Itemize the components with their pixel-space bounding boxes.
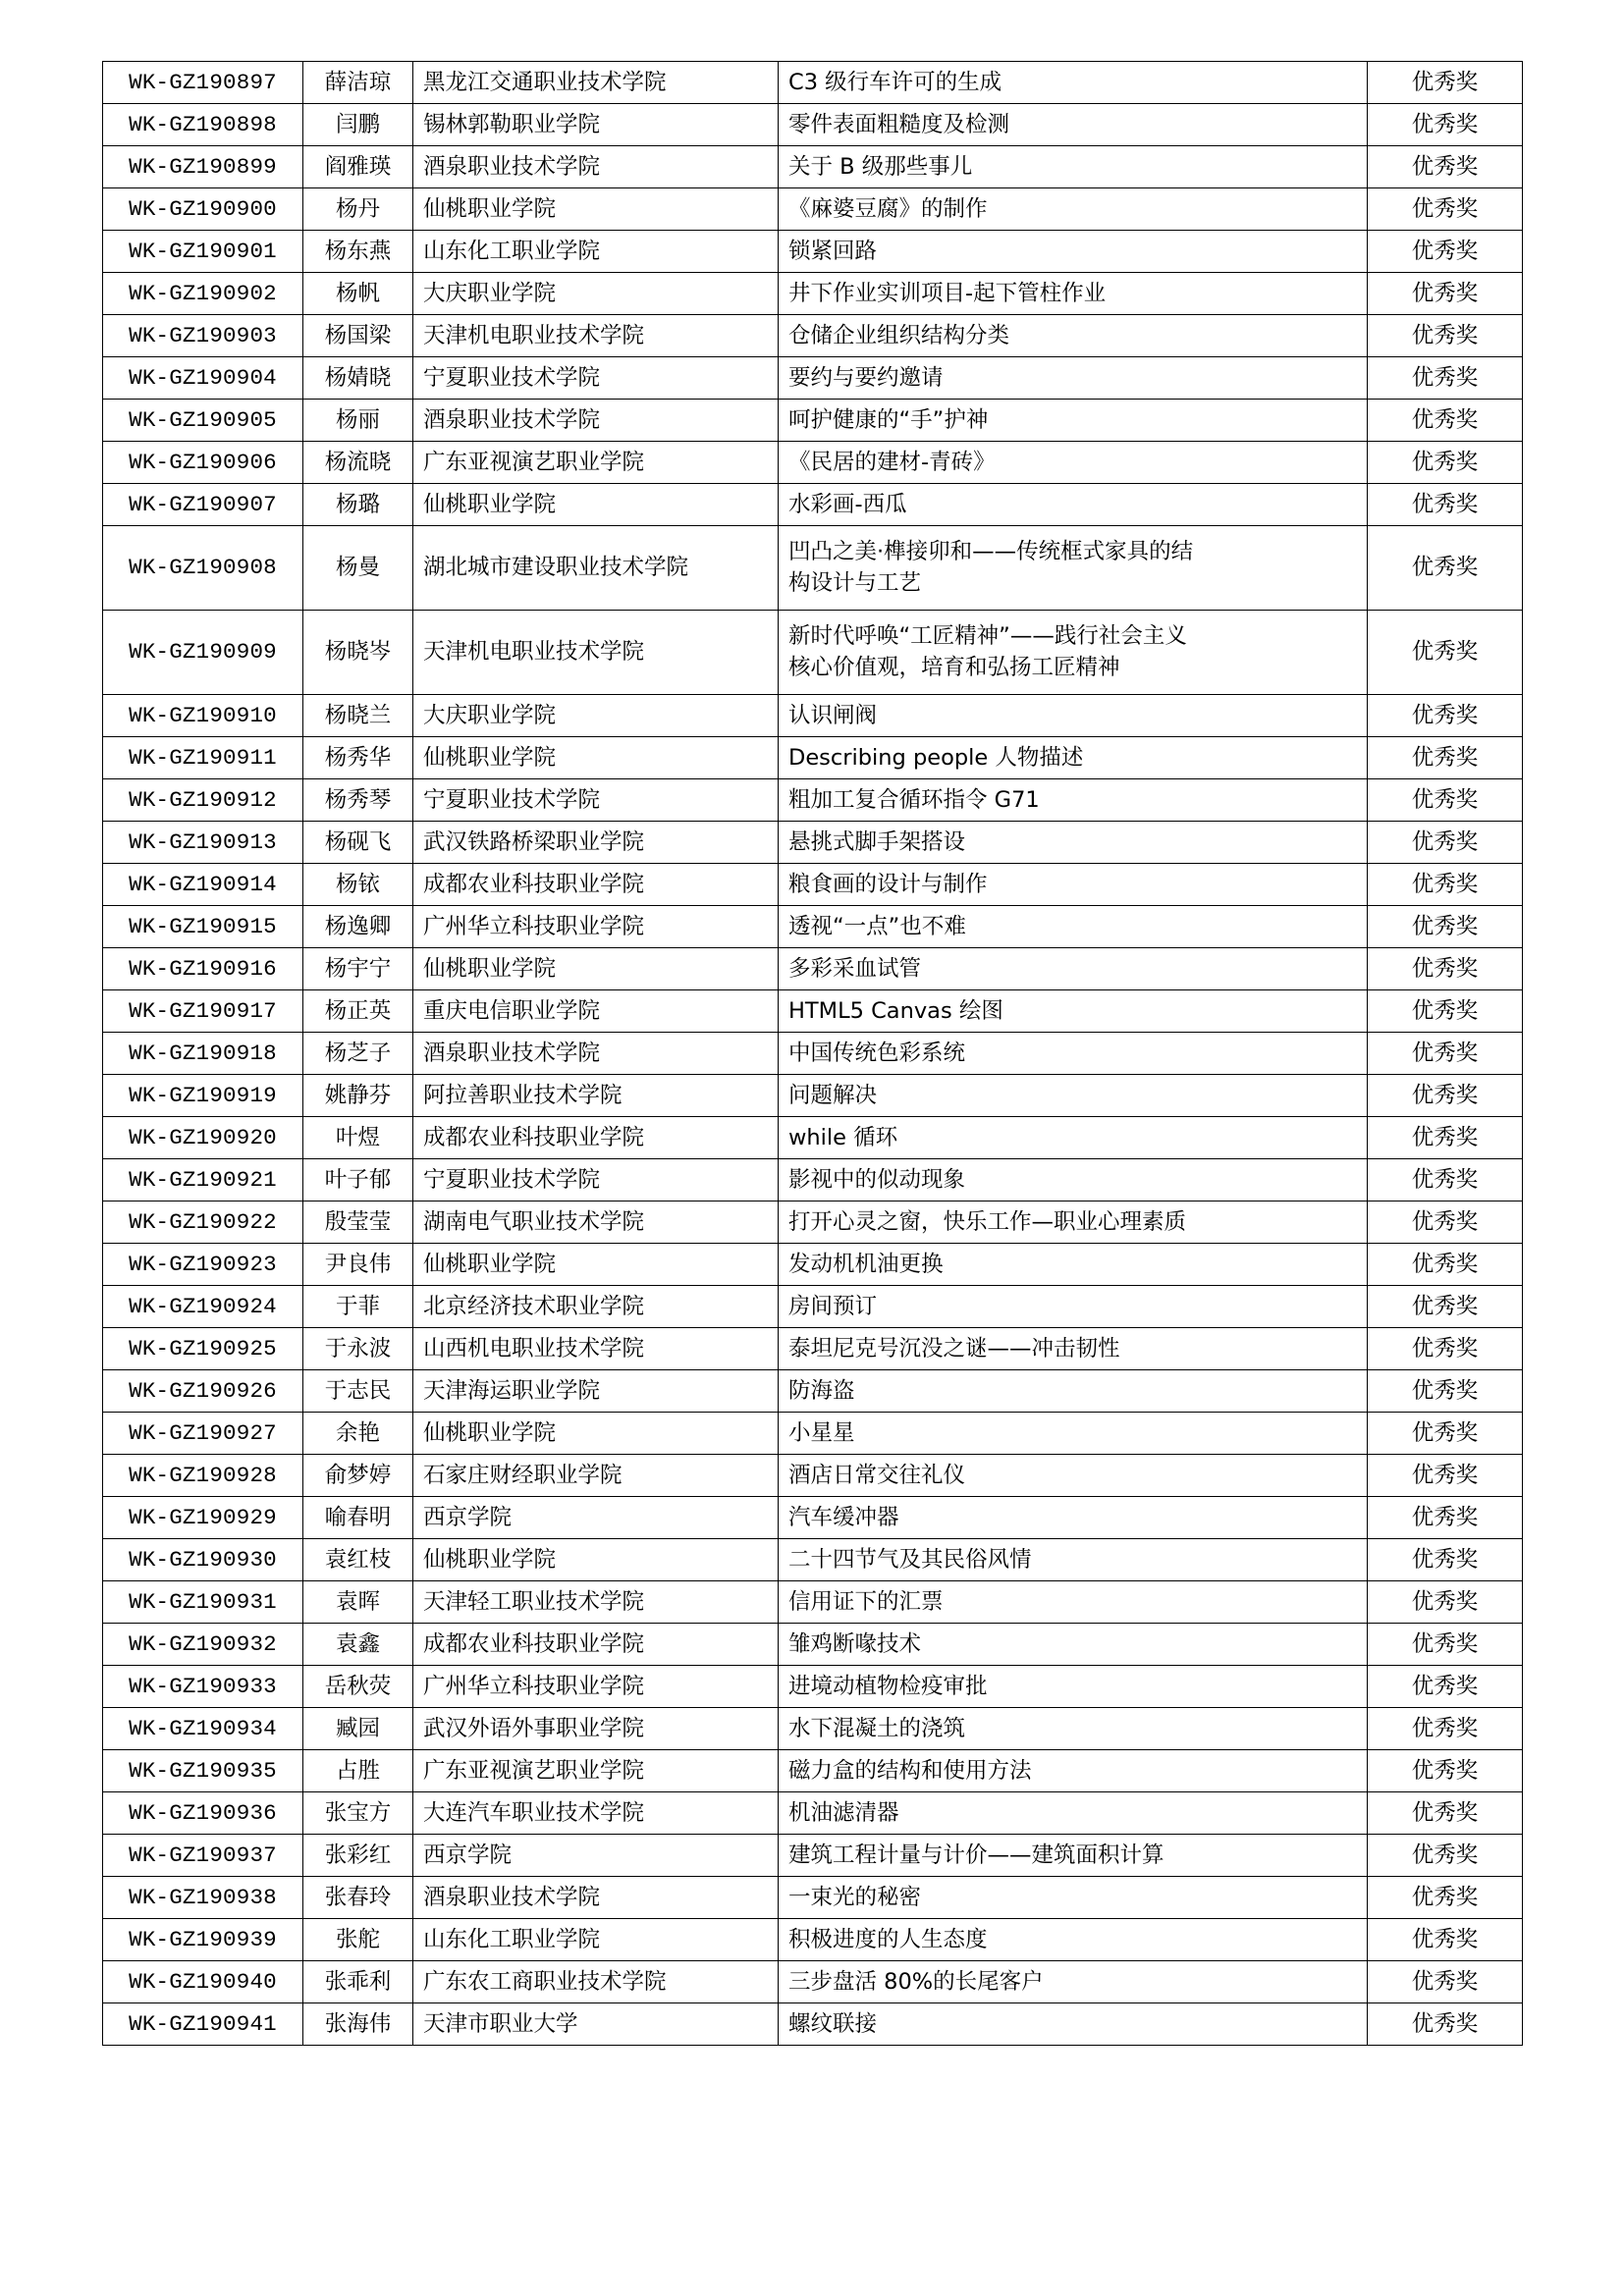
cell-work-id: WK-GZ190923 (103, 1244, 303, 1286)
cell-institution: 重庆电信职业学院 (413, 990, 779, 1033)
cell-award-level: 优秀奖 (1368, 188, 1523, 231)
cell-award-level: 优秀奖 (1368, 62, 1523, 104)
cell-institution: 湖北城市建设职业技术学院 (413, 526, 779, 611)
table-row (103, 273, 1523, 315)
cell-work-title: 中国传统色彩系统 (779, 1033, 1368, 1075)
cell-award-level: 优秀奖 (1368, 990, 1523, 1033)
cell-author-name: 杨逸卿 (303, 906, 413, 948)
cell-work-title: 锁紧回路 (779, 231, 1368, 273)
cell-award-level: 优秀奖 (1368, 231, 1523, 273)
cell-work-title: Describing people 人物描述 (779, 737, 1368, 779)
cell-award-level: 优秀奖 (1368, 1624, 1523, 1666)
cell-award-level: 优秀奖 (1368, 1201, 1523, 1244)
table-row (103, 146, 1523, 188)
cell-institution: 酒泉职业技术学院 (413, 1877, 779, 1919)
cell-institution: 宁夏职业技术学院 (413, 1159, 779, 1201)
cell-institution: 北京经济技术职业学院 (413, 1286, 779, 1328)
cell-work-id: WK-GZ190920 (103, 1117, 303, 1159)
cell-institution: 天津海运职业学院 (413, 1370, 779, 1413)
cell-work-id: WK-GZ190921 (103, 1159, 303, 1201)
cell-institution: 武汉铁路桥梁职业学院 (413, 822, 779, 864)
cell-work-id: WK-GZ190932 (103, 1624, 303, 1666)
work-title-line: 核心价值观，培育和弘扬工匠精神 (788, 654, 1120, 680)
cell-work-title: 粮食画的设计与制作 (779, 864, 1368, 906)
cell-award-level: 优秀奖 (1368, 948, 1523, 990)
table-row (103, 611, 1523, 695)
cell-work-id: WK-GZ190935 (103, 1750, 303, 1792)
cell-work-title: 螺纹联接 (779, 2003, 1368, 2046)
table-row (103, 1033, 1523, 1075)
cell-work-title: 进境动植物检疫审批 (779, 1666, 1368, 1708)
cell-institution: 西京学院 (413, 1497, 779, 1539)
cell-institution: 酒泉职业技术学院 (413, 1033, 779, 1075)
cell-award-level: 优秀奖 (1368, 1075, 1523, 1117)
cell-work-title: 透视“一点”也不难 (779, 906, 1368, 948)
cell-work-title: 粗加工复合循环指令 G71 (779, 779, 1368, 822)
cell-institution: 仙桃职业学院 (413, 1413, 779, 1455)
cell-author-name: 杨晓兰 (303, 695, 413, 737)
cell-work-id: WK-GZ190919 (103, 1075, 303, 1117)
work-title-line: 凹凸之美·榫接卯和——传统框式家具的结 (788, 538, 1194, 564)
cell-institution: 成都农业科技职业学院 (413, 1117, 779, 1159)
cell-institution: 广东亚视演艺职业学院 (413, 442, 779, 484)
cell-work-id: WK-GZ190929 (103, 1497, 303, 1539)
cell-institution: 黑龙江交通职业技术学院 (413, 62, 779, 104)
cell-work-title: 问题解决 (779, 1075, 1368, 1117)
table-row (103, 1666, 1523, 1708)
cell-work-title: 要约与要约邀请 (779, 357, 1368, 400)
table-row (103, 400, 1523, 442)
cell-award-level: 优秀奖 (1368, 906, 1523, 948)
cell-award-level: 优秀奖 (1368, 1919, 1523, 1961)
cell-award-level: 优秀奖 (1368, 1792, 1523, 1835)
cell-institution: 广州华立科技职业学院 (413, 1666, 779, 1708)
table-row (103, 906, 1523, 948)
cell-author-name: 喻春明 (303, 1497, 413, 1539)
cell-author-name: 杨帆 (303, 273, 413, 315)
cell-institution: 山东化工职业学院 (413, 231, 779, 273)
cell-author-name: 占胜 (303, 1750, 413, 1792)
table-row (103, 1750, 1523, 1792)
cell-author-name: 杨丽 (303, 400, 413, 442)
cell-author-name: 阎雅瑛 (303, 146, 413, 188)
cell-award-level: 优秀奖 (1368, 822, 1523, 864)
cell-institution: 湖南电气职业技术学院 (413, 1201, 779, 1244)
table-row (103, 1624, 1523, 1666)
table-row (103, 104, 1523, 146)
cell-author-name: 余艳 (303, 1413, 413, 1455)
cell-work-id: WK-GZ190912 (103, 779, 303, 822)
cell-work-title: 雏鸡断喙技术 (779, 1624, 1368, 1666)
table-row (103, 484, 1523, 526)
table-row (103, 779, 1523, 822)
cell-institution: 阿拉善职业技术学院 (413, 1075, 779, 1117)
cell-award-level: 优秀奖 (1368, 1328, 1523, 1370)
cell-institution: 仙桃职业学院 (413, 1244, 779, 1286)
cell-award-level: 优秀奖 (1368, 1750, 1523, 1792)
cell-work-title: 信用证下的汇票 (779, 1581, 1368, 1624)
cell-institution: 山东化工职业学院 (413, 1919, 779, 1961)
cell-award-level: 优秀奖 (1368, 146, 1523, 188)
cell-work-id: WK-GZ190916 (103, 948, 303, 990)
cell-author-name: 杨曼 (303, 526, 413, 611)
cell-institution: 成都农业科技职业学院 (413, 1624, 779, 1666)
cell-award-level: 优秀奖 (1368, 104, 1523, 146)
cell-institution: 酒泉职业技术学院 (413, 146, 779, 188)
cell-work-title: 井下作业实训项目-起下管柱作业 (779, 273, 1368, 315)
cell-work-id: WK-GZ190910 (103, 695, 303, 737)
table-row (103, 1497, 1523, 1539)
table-row (103, 231, 1523, 273)
cell-work-id: WK-GZ190901 (103, 231, 303, 273)
cell-work-id: WK-GZ190934 (103, 1708, 303, 1750)
cell-work-title: 悬挑式脚手架搭设 (779, 822, 1368, 864)
cell-award-level: 优秀奖 (1368, 1286, 1523, 1328)
work-title-line: 构设计与工艺 (788, 569, 922, 596)
cell-award-level: 优秀奖 (1368, 1581, 1523, 1624)
table-row (103, 1159, 1523, 1201)
table-row (103, 526, 1523, 611)
table-row (103, 864, 1523, 906)
cell-work-id: WK-GZ190925 (103, 1328, 303, 1370)
cell-work-title: 水彩画-西瓜 (779, 484, 1368, 526)
cell-award-level: 优秀奖 (1368, 1159, 1523, 1201)
cell-work-title: 建筑工程计量与计价——建筑面积计算 (779, 1835, 1368, 1877)
cell-institution: 锡林郭勒职业学院 (413, 104, 779, 146)
cell-work-title: 打开心灵之窗，快乐工作—职业心理素质 (779, 1201, 1368, 1244)
cell-work-id: WK-GZ190915 (103, 906, 303, 948)
cell-work-title: 多彩采血试管 (779, 948, 1368, 990)
cell-work-title: 小星星 (779, 1413, 1368, 1455)
cell-award-level: 优秀奖 (1368, 1708, 1523, 1750)
cell-work-title: HTML5 Canvas 绘图 (779, 990, 1368, 1033)
cell-institution: 广东亚视演艺职业学院 (413, 1750, 779, 1792)
cell-work-id: WK-GZ190909 (103, 611, 303, 695)
cell-work-title: 关于 B 级那些事儿 (779, 146, 1368, 188)
cell-author-name: 杨宇宁 (303, 948, 413, 990)
cell-author-name: 岳秋荧 (303, 1666, 413, 1708)
cell-work-title: 水下混凝土的浇筑 (779, 1708, 1368, 1750)
table-row (103, 188, 1523, 231)
table-row (103, 315, 1523, 357)
cell-work-id: WK-GZ190899 (103, 146, 303, 188)
table-row (103, 1708, 1523, 1750)
cell-work-id: WK-GZ190922 (103, 1201, 303, 1244)
cell-author-name: 于菲 (303, 1286, 413, 1328)
cell-award-level: 优秀奖 (1368, 442, 1523, 484)
cell-author-name: 杨砚飞 (303, 822, 413, 864)
cell-work-title (779, 611, 1368, 695)
cell-institution: 西京学院 (413, 1835, 779, 1877)
cell-author-name: 张宝方 (303, 1792, 413, 1835)
cell-institution: 酒泉职业技术学院 (413, 400, 779, 442)
cell-author-name: 杨东燕 (303, 231, 413, 273)
cell-award-level: 优秀奖 (1368, 1117, 1523, 1159)
cell-author-name: 于永波 (303, 1328, 413, 1370)
cell-author-name: 叶煜 (303, 1117, 413, 1159)
cell-author-name: 杨铱 (303, 864, 413, 906)
cell-author-name: 叶子郁 (303, 1159, 413, 1201)
award-table-body (103, 62, 1523, 2046)
cell-institution: 武汉外语外事职业学院 (413, 1708, 779, 1750)
cell-work-title: 汽车缓冲器 (779, 1497, 1368, 1539)
table-row (103, 1075, 1523, 1117)
cell-work-title: 二十四节气及其民俗风情 (779, 1539, 1368, 1581)
cell-author-name: 杨流晓 (303, 442, 413, 484)
cell-award-level: 优秀奖 (1368, 1497, 1523, 1539)
table-row (103, 737, 1523, 779)
cell-author-name: 杨秀华 (303, 737, 413, 779)
cell-work-title: 《麻婆豆腐》的制作 (779, 188, 1368, 231)
cell-institution: 宁夏职业技术学院 (413, 357, 779, 400)
cell-award-level: 优秀奖 (1368, 1961, 1523, 2003)
cell-institution: 仙桃职业学院 (413, 948, 779, 990)
cell-award-level: 优秀奖 (1368, 400, 1523, 442)
cell-author-name: 杨国梁 (303, 315, 413, 357)
table-row (103, 2003, 1523, 2046)
cell-work-title: 发动机机油更换 (779, 1244, 1368, 1286)
cell-author-name: 杨丹 (303, 188, 413, 231)
cell-work-id: WK-GZ190906 (103, 442, 303, 484)
cell-award-level: 优秀奖 (1368, 611, 1523, 695)
cell-award-level: 优秀奖 (1368, 1835, 1523, 1877)
cell-institution: 天津市职业大学 (413, 2003, 779, 2046)
cell-work-title: 一束光的秘密 (779, 1877, 1368, 1919)
cell-award-level: 优秀奖 (1368, 1244, 1523, 1286)
cell-work-title: 磁力盒的结构和使用方法 (779, 1750, 1368, 1792)
cell-institution: 宁夏职业技术学院 (413, 779, 779, 822)
cell-award-level: 优秀奖 (1368, 1539, 1523, 1581)
cell-institution: 广东农工商职业技术学院 (413, 1961, 779, 2003)
cell-work-id: WK-GZ190897 (103, 62, 303, 104)
cell-work-id: WK-GZ190938 (103, 1877, 303, 1919)
cell-work-id: WK-GZ190924 (103, 1286, 303, 1328)
cell-institution: 大庆职业学院 (413, 273, 779, 315)
cell-work-title: 防海盗 (779, 1370, 1368, 1413)
cell-author-name: 姚静芬 (303, 1075, 413, 1117)
cell-author-name: 杨秀琴 (303, 779, 413, 822)
cell-work-id: WK-GZ190913 (103, 822, 303, 864)
table-row (103, 1244, 1523, 1286)
cell-author-name: 杨正英 (303, 990, 413, 1033)
cell-work-id: WK-GZ190941 (103, 2003, 303, 2046)
cell-author-name: 于志民 (303, 1370, 413, 1413)
cell-institution: 山西机电职业技术学院 (413, 1328, 779, 1370)
cell-author-name: 殷莹莹 (303, 1201, 413, 1244)
cell-work-id: WK-GZ190914 (103, 864, 303, 906)
work-title-line: 新时代呼唤“工匠精神”——践行社会主义 (788, 622, 1187, 649)
table-row (103, 1919, 1523, 1961)
table-row (103, 1328, 1523, 1370)
cell-work-id: WK-GZ190898 (103, 104, 303, 146)
cell-work-title: 积极进度的人生态度 (779, 1919, 1368, 1961)
table-row (103, 1455, 1523, 1497)
cell-award-level: 优秀奖 (1368, 273, 1523, 315)
cell-work-id: WK-GZ190900 (103, 188, 303, 231)
cell-institution: 仙桃职业学院 (413, 188, 779, 231)
cell-work-title: 影视中的似动现象 (779, 1159, 1368, 1201)
cell-work-title: 零件表面粗糙度及检测 (779, 104, 1368, 146)
cell-author-name: 袁红枝 (303, 1539, 413, 1581)
cell-work-id: WK-GZ190930 (103, 1539, 303, 1581)
table-row (103, 822, 1523, 864)
cell-work-title: 酒店日常交往礼仪 (779, 1455, 1368, 1497)
cell-author-name: 杨婧晓 (303, 357, 413, 400)
cell-author-name: 尹良伟 (303, 1244, 413, 1286)
table-row (103, 357, 1523, 400)
table-row (103, 1792, 1523, 1835)
table-row (103, 1370, 1523, 1413)
table-row (103, 1539, 1523, 1581)
table-row (103, 948, 1523, 990)
cell-award-level: 优秀奖 (1368, 737, 1523, 779)
cell-work-id: WK-GZ190936 (103, 1792, 303, 1835)
cell-award-level: 优秀奖 (1368, 864, 1523, 906)
cell-work-id: WK-GZ190927 (103, 1413, 303, 1455)
cell-work-title: 认识闸阀 (779, 695, 1368, 737)
award-list-table (102, 61, 1523, 2046)
cell-work-title: 《民居的建材-青砖》 (779, 442, 1368, 484)
cell-award-level: 优秀奖 (1368, 2003, 1523, 2046)
table-row (103, 1117, 1523, 1159)
cell-author-name: 杨芝子 (303, 1033, 413, 1075)
cell-institution: 广州华立科技职业学院 (413, 906, 779, 948)
cell-author-name: 张乖利 (303, 1961, 413, 2003)
table-row (103, 990, 1523, 1033)
cell-work-id: WK-GZ190933 (103, 1666, 303, 1708)
cell-award-level: 优秀奖 (1368, 695, 1523, 737)
cell-author-name: 杨晓岑 (303, 611, 413, 695)
cell-work-id: WK-GZ190926 (103, 1370, 303, 1413)
cell-work-id: WK-GZ190940 (103, 1961, 303, 2003)
cell-author-name: 薛洁琼 (303, 62, 413, 104)
table-row (103, 1581, 1523, 1624)
table-row (103, 1413, 1523, 1455)
cell-institution: 石家庄财经职业学院 (413, 1455, 779, 1497)
cell-award-level: 优秀奖 (1368, 357, 1523, 400)
cell-work-id: WK-GZ190903 (103, 315, 303, 357)
cell-award-level: 优秀奖 (1368, 315, 1523, 357)
cell-institution: 天津轻工职业技术学院 (413, 1581, 779, 1624)
cell-work-id: WK-GZ190905 (103, 400, 303, 442)
cell-award-level: 优秀奖 (1368, 1666, 1523, 1708)
cell-work-id: WK-GZ190904 (103, 357, 303, 400)
cell-institution: 大庆职业学院 (413, 695, 779, 737)
cell-author-name: 张海伟 (303, 2003, 413, 2046)
cell-work-title: 三步盘活 80%的长尾客户 (779, 1961, 1368, 2003)
table-row (103, 1877, 1523, 1919)
cell-author-name: 张舵 (303, 1919, 413, 1961)
cell-author-name: 袁晖 (303, 1581, 413, 1624)
cell-award-level: 优秀奖 (1368, 1455, 1523, 1497)
cell-work-title: C3 级行车许可的生成 (779, 62, 1368, 104)
cell-award-level: 优秀奖 (1368, 1877, 1523, 1919)
cell-work-title: 泰坦尼克号沉没之谜——冲击韧性 (779, 1328, 1368, 1370)
cell-author-name: 杨璐 (303, 484, 413, 526)
cell-work-id: WK-GZ190907 (103, 484, 303, 526)
cell-work-id: WK-GZ190918 (103, 1033, 303, 1075)
table-row (103, 1201, 1523, 1244)
cell-work-title: while 循环 (779, 1117, 1368, 1159)
cell-author-name: 臧园 (303, 1708, 413, 1750)
cell-award-level: 优秀奖 (1368, 1033, 1523, 1075)
cell-work-id: WK-GZ190902 (103, 273, 303, 315)
cell-work-id: WK-GZ190939 (103, 1919, 303, 1961)
cell-work-title: 房间预订 (779, 1286, 1368, 1328)
cell-institution: 成都农业科技职业学院 (413, 864, 779, 906)
cell-work-id: WK-GZ190937 (103, 1835, 303, 1877)
cell-institution: 天津机电职业技术学院 (413, 611, 779, 695)
table-row (103, 1286, 1523, 1328)
cell-work-id: WK-GZ190908 (103, 526, 303, 611)
cell-author-name: 闫鹏 (303, 104, 413, 146)
cell-author-name: 俞梦婷 (303, 1455, 413, 1497)
cell-award-level: 优秀奖 (1368, 526, 1523, 611)
cell-work-title: 呵护健康的“手”护神 (779, 400, 1368, 442)
cell-work-id: WK-GZ190917 (103, 990, 303, 1033)
table-row (103, 62, 1523, 104)
cell-award-level: 优秀奖 (1368, 484, 1523, 526)
cell-institution: 天津机电职业技术学院 (413, 315, 779, 357)
cell-work-title: 机油滤清器 (779, 1792, 1368, 1835)
table-row (103, 1835, 1523, 1877)
cell-author-name: 张彩红 (303, 1835, 413, 1877)
cell-work-title (779, 526, 1368, 611)
cell-author-name: 袁鑫 (303, 1624, 413, 1666)
cell-institution: 仙桃职业学院 (413, 737, 779, 779)
table-row (103, 695, 1523, 737)
cell-work-id: WK-GZ190911 (103, 737, 303, 779)
cell-award-level: 优秀奖 (1368, 779, 1523, 822)
table-row (103, 442, 1523, 484)
cell-institution: 仙桃职业学院 (413, 484, 779, 526)
cell-award-level: 优秀奖 (1368, 1413, 1523, 1455)
table-row (103, 1961, 1523, 2003)
cell-award-level: 优秀奖 (1368, 1370, 1523, 1413)
cell-institution: 仙桃职业学院 (413, 1539, 779, 1581)
cell-work-id: WK-GZ190931 (103, 1581, 303, 1624)
cell-work-id: WK-GZ190928 (103, 1455, 303, 1497)
cell-work-title: 仓储企业组织结构分类 (779, 315, 1368, 357)
cell-institution: 大连汽车职业技术学院 (413, 1792, 779, 1835)
cell-author-name: 张春玲 (303, 1877, 413, 1919)
